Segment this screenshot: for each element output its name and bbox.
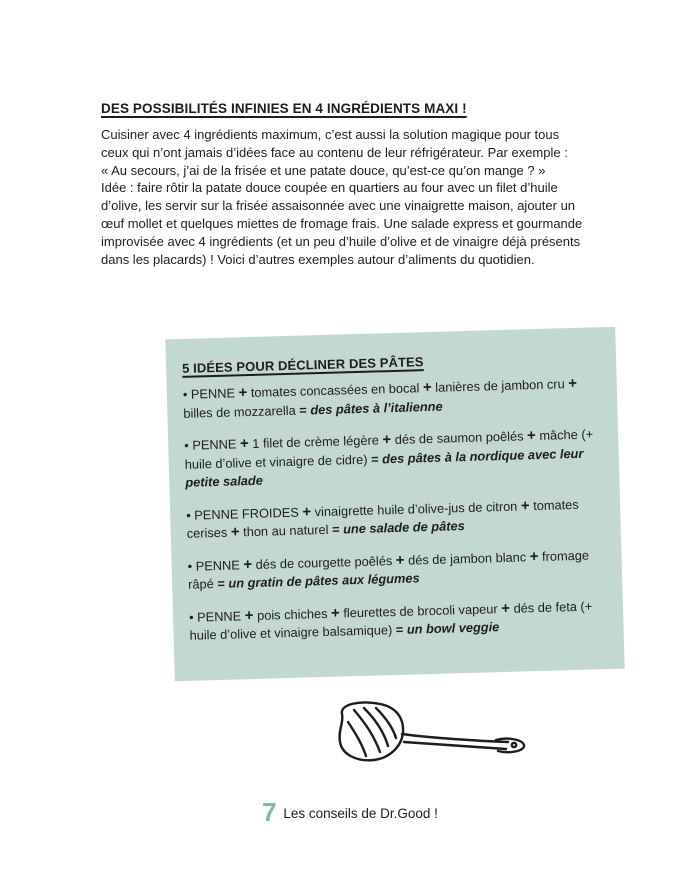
idea-base: PENNE bbox=[195, 556, 240, 574]
plus-sign: + bbox=[244, 606, 254, 624]
intro-line: Idée : faire rôtir la patate douce coupée en quartiers au four avec un filet d’huile bbox=[101, 180, 558, 196]
bullet: • bbox=[186, 507, 191, 523]
idea-item bbox=[183, 374, 602, 423]
equals-sign: = bbox=[395, 621, 404, 638]
equals-sign: = bbox=[331, 521, 340, 537]
pasta-ideas-box-wrapper bbox=[165, 327, 624, 681]
idea-result: un bowl veggie bbox=[406, 619, 500, 637]
idea-base: PENNE bbox=[190, 385, 236, 402]
intro-line: ceux qui n’ont jamais d’idées face au contenu de leur réfrigérateur. Par exemple : bbox=[101, 144, 568, 160]
idea-ingredient: dés de jambon blanc bbox=[407, 548, 527, 568]
idea-ingredient: lanières de jambon cru bbox=[435, 376, 565, 395]
idea-extra: (+ huile d’olive et vinaigre de cidre) bbox=[184, 426, 594, 472]
idea-result: une salade de pâtes bbox=[342, 518, 465, 537]
pasta-ideas-box bbox=[165, 327, 624, 681]
idea-item bbox=[187, 546, 606, 595]
idea-ingredient: dés de feta bbox=[513, 598, 578, 616]
intro-line: « Au secours, j’ai de la frisée et une patate douce, qu’est-ce qu’on mange ? » bbox=[101, 162, 546, 178]
idea-ingredient: fromage râpé bbox=[187, 547, 590, 592]
plus-sign: + bbox=[238, 384, 248, 402]
page-footer bbox=[0, 797, 700, 828]
footer-label: Les conseils de Dr.Good ! bbox=[283, 806, 438, 821]
intro-paragraph bbox=[101, 126, 621, 268]
idea-ingredient: pois chiches bbox=[256, 605, 328, 623]
intro-line: d’olive, les servir sur la frisée assaisonnée avec une vinaigrette maison, ajouter un bbox=[101, 198, 576, 214]
idea-result: des pâtes à l’italienne bbox=[310, 398, 443, 417]
idea-item bbox=[186, 495, 605, 544]
bullet: • bbox=[184, 437, 189, 453]
plus-sign: + bbox=[382, 431, 392, 449]
plus-sign: + bbox=[520, 496, 530, 514]
plus-sign: + bbox=[239, 435, 249, 453]
idea-ingredient: billes de mozzarella bbox=[183, 402, 296, 421]
plus-sign: + bbox=[568, 374, 578, 393]
idea-ingredient: fleurettes de brocoli vapeur bbox=[343, 600, 498, 620]
plus-sign: + bbox=[500, 599, 511, 617]
idea-ingredient: tomates cerises bbox=[186, 496, 579, 541]
idea-result: des pâtes à la nordique avec leur petite salade bbox=[185, 445, 584, 490]
plus-sign: + bbox=[243, 555, 253, 573]
plus-sign: + bbox=[529, 547, 539, 565]
section-heading: DES POSSIBILITÉS INFINIES EN 4 INGRÉDIENTS MAXI ! bbox=[101, 101, 467, 116]
idea-base: PENNE bbox=[192, 436, 237, 453]
idea-item bbox=[189, 597, 608, 646]
plus-sign: + bbox=[422, 378, 432, 397]
idea-extra: (+ huile d’olive et vinaigre balsamique) bbox=[189, 598, 593, 643]
equals-sign: = bbox=[299, 401, 307, 418]
plus-sign: + bbox=[395, 551, 405, 569]
equals-sign: = bbox=[370, 450, 379, 467]
idea-ingredient: mâche bbox=[539, 426, 578, 443]
idea-ingredient: dés de courgette poêlés bbox=[255, 552, 393, 572]
idea-result: un gratin de pâtes aux légumes bbox=[228, 570, 420, 591]
spatula-icon bbox=[330, 696, 530, 776]
intro-line: œuf mollet et quelques miettes de fromage frais. Une salade express et gourmande bbox=[101, 215, 583, 231]
idea-ingredient: thon au naturel bbox=[242, 521, 329, 540]
intro-line: dans les placards) ! Voici d’autres exemples autour d’aliments du quotidien. bbox=[101, 251, 535, 267]
page-number: 7 bbox=[262, 797, 277, 827]
bullet: • bbox=[182, 386, 188, 402]
plus-sign: + bbox=[330, 604, 341, 622]
idea-ingredient: dés de saumon poêlés bbox=[394, 428, 524, 447]
idea-item bbox=[184, 425, 603, 492]
bullet: • bbox=[188, 609, 194, 625]
idea-ingredient: vinaigrette huile d’olive-jus de citron bbox=[314, 498, 518, 519]
idea-ingredient: tomates concassées en bocal bbox=[250, 380, 420, 400]
intro-line: improvisée avec 4 ingrédients (et un peu d’huile d’olive et de vinaigre déjà présents bbox=[101, 233, 581, 249]
plus-sign: + bbox=[230, 523, 240, 541]
intro-line: Cuisiner avec 4 ingrédients maximum, c’est aussi la solution magique pour tous bbox=[101, 127, 560, 142]
bullet: • bbox=[187, 558, 193, 574]
idea-ingredient: 1 filet de crème légère bbox=[252, 432, 380, 451]
plus-sign: + bbox=[302, 502, 312, 521]
idea-base: PENNE FROIDES bbox=[194, 504, 299, 523]
plus-sign: + bbox=[526, 427, 537, 445]
box-title: 5 IDÉES POUR DÉCLINER DES PÂTES bbox=[181, 354, 424, 376]
equals-sign: = bbox=[217, 575, 226, 591]
idea-base: PENNE bbox=[196, 607, 242, 625]
